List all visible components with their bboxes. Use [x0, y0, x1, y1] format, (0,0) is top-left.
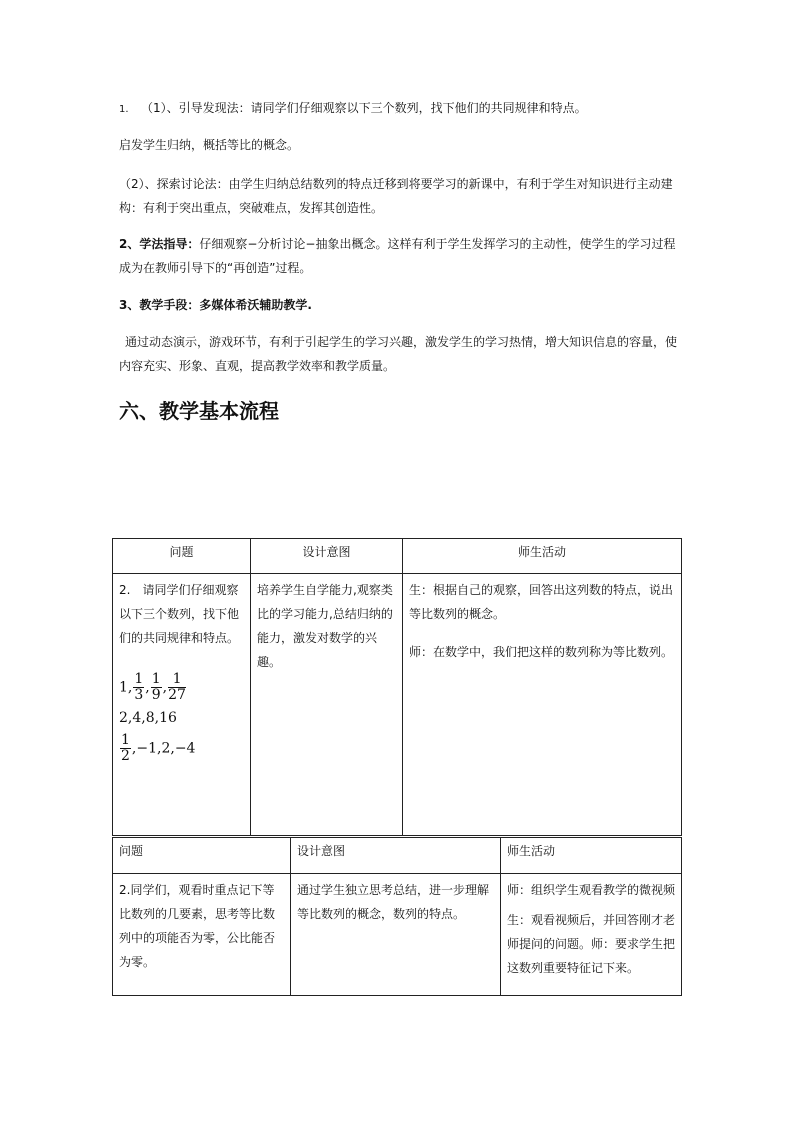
activity-teacher: 师：组织学生观看教学的微视频: [507, 883, 676, 897]
question-cell: [113, 574, 251, 836]
activity-student: 生：观看视频后，并回答刚才老师提问的问题。师：要求学生把这数列重要特征记下来。: [507, 913, 676, 975]
header-teacher-student-activity: 师生活动: [501, 838, 682, 874]
question-cell: [113, 874, 291, 996]
header-teacher-student-activity: 师生活动: [403, 539, 682, 574]
activity-cell: [501, 874, 682, 996]
paragraph-text: （1）、引导发现法：请同学们仔细观察以下三个数列，找下他们的共同规律和特点。: [141, 101, 587, 115]
table-row: [113, 574, 682, 836]
fraction: $\frac{1}{27}$: [168, 671, 186, 703]
paragraph-dynamic-demo: 通过动态演示，游戏环节，有利于引起学生的学习兴趣，激发学生的学习热情，增大知识信息的容量，使内容充实、形象、直观，提高教学效率和教学质量。: [119, 335, 678, 373]
question-text: 2.同学们，观看时重点记下等比数列的几要素，思考等比数列中的项能否为零，公比能否为零。: [119, 883, 276, 969]
sequence-one: 1, $\frac{1}{3}$ , $\frac{1}{9}$ , $\frac{1}{27}$: [119, 671, 186, 703]
list-number: 1.: [119, 104, 129, 115]
paragraph-exploration: （2）、探索讨论法：由学生归纳总结数列的特点迁移到将要学习的新课中，有利于学生对知识进行主动建构：有利于突出重点，突破难点，发挥其创造性。: [119, 177, 673, 215]
flow-table-2: [112, 837, 682, 996]
paragraph-label: 2、学法指导：: [119, 237, 200, 251]
design-intent-cell: [251, 574, 403, 836]
flow-table-1: [112, 538, 682, 836]
table-header-row: [113, 838, 682, 874]
fraction: $\frac{1}{2}$: [121, 732, 130, 764]
activity-cell: [403, 574, 682, 836]
paragraph-study-guidance: [119, 232, 679, 280]
header-question: 问题: [113, 539, 251, 574]
paragraph-text: 仔细观察−分析讨论−抽象出概念。这样有利于学生发挥学习的主动性，使学生的学习过程成为在教师引导下的“再创造”过程。: [119, 237, 676, 275]
paragraph-guided-discovery: [119, 96, 679, 122]
table-header-row: [113, 539, 682, 574]
header-design-intent: 设计意图: [251, 539, 403, 574]
section-title: 六、教学基本流程: [119, 399, 279, 423]
fraction: $\frac{1}{3}$: [134, 671, 144, 703]
table-row: [113, 874, 682, 996]
fraction: $\frac{1}{9}$: [151, 671, 161, 703]
paragraph-induction: 启发学生归纳，概括等比的概念。: [119, 138, 300, 152]
sequence-two: 2,4,8,16: [119, 710, 177, 726]
sequence-three: $\frac{1}{2}$ ,−1,2,−4: [121, 732, 196, 764]
activity-teacher: 师：在数学中，我们把这样的数列称为等比数列。: [409, 645, 674, 659]
question-text: 2. 请同学们仔细观察以下三个数列，找下他们的共同规律和特点。: [119, 583, 240, 645]
header-question: 问题: [113, 838, 291, 874]
activity-student: 生：根据自己的观察，回答出这列数的特点，说出等比数列的概念。: [409, 583, 674, 621]
design-intent-text: 培养学生自学能力,观察类比的学习能力,总结归纳的能力，激发对数学的兴趣。: [257, 583, 393, 669]
design-intent-cell: [291, 874, 501, 996]
paragraph-teaching-means: 3、教学手段：多媒体希沃辅助教学.: [119, 298, 312, 312]
header-design-intent: 设计意图: [291, 838, 501, 874]
design-intent-text: 通过学生独立思考总结，进一步理解等比数列的概念，数列的特点。: [297, 883, 490, 921]
